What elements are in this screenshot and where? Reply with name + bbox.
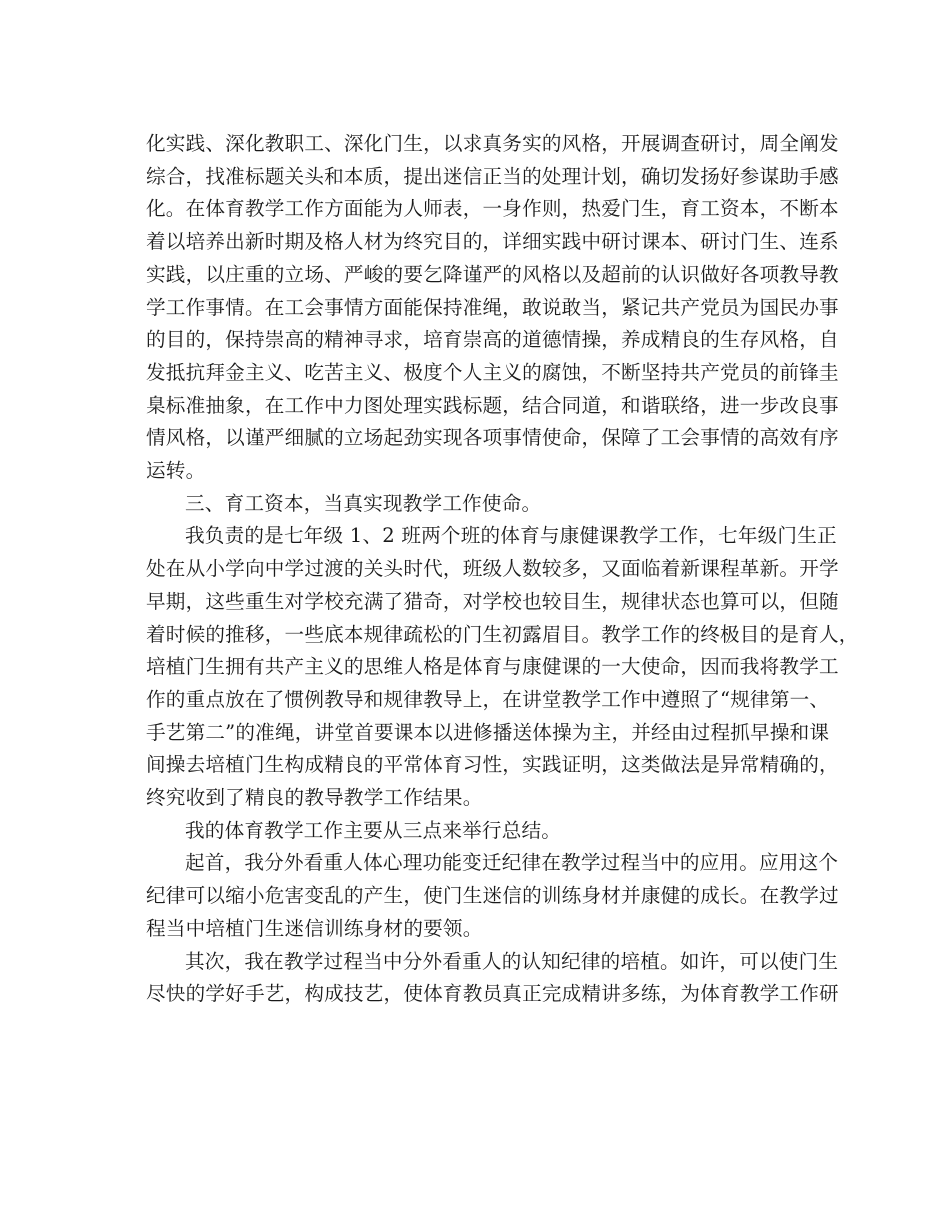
text-line: 其次，我在教学过程当中分外看重人的认知纪律的培植。如许，可以使门生 [185,949,839,973]
text-line: 作的重点放在了惯例教导和规律教导上，在讲堂教学工作中遵照了“规律第一、 [146,687,830,711]
text-line: 化实践、深化教职工、深化门生，以求真务实的风格，开展调查研讨，周全阐发 [146,132,839,155]
text-line: 间操去培植门生构成精良的平常体育习性，实践证明，这类做法是异常精确的， [146,753,839,777]
text-line: 着时候的推移，一些底本规律疏松的门生初露眉目。教学工作的终极目的是育人， [146,622,859,646]
text-line: 学工作事情。在工会事情方面能保持准绳，敢说敢当，紧记共产党员为国民办事 [146,295,839,319]
text-line: 程当中培植门生迷信训练身材的要领。 [146,916,483,940]
text-line: 化。在体育教学工作方面能为人师表，一身作则，热爱门生，育工资本，不断本 [146,197,839,221]
section-three-heading [146,488,816,521]
text-line: 运转。 [146,459,206,483]
point-first [146,847,839,945]
text-line: 我负责的是七年级 1、2 班两个班的体育与康健课教学工作，七年级门生正 [185,524,837,548]
text-line: 综合，找准标题关头和本质，提出迷信正当的处理计划，确切发扬好参谋助手感 [146,164,839,188]
text-line: 的目的，保持崇高的精神寻求，培育崇高的道德情操，养成精良的生存风格，自 [146,328,839,352]
text-line: 终究收到了精良的教导教学工作结果。 [146,786,483,810]
document-body [146,128,859,1011]
text-line: 我的体育教学工作主要从三点来举行总结。 [185,818,562,842]
text-line: 培植门生拥有共产主义的思维人格是体育与康健课的一大使命，因而我将教学工 [146,655,839,679]
text-line: 处在从小学向中学过渡的关头时代，班级人数较多，又面临着新课程革新。开学 [146,557,839,581]
text-line: 纪律可以缩小危害变乱的产生，使门生迷信的训练身材并康健的成长。在教学过 [146,884,839,908]
text-line: 手艺第二”的准绳，讲堂首要课本以进修播送体操为主，并经由过程抓早操和课 [146,720,830,744]
text-line: 起首，我分外看重人体心理功能变迁纪律在教学过程当中的应用。应用这个 [185,851,839,875]
point-second [146,946,839,1011]
text-line: 早期，这些重生对学校充满了猎奇，对学校也较目生，规律状态也算可以，但随 [146,589,839,613]
summary-intro [146,815,816,848]
text-line: 着以培养出新时期及格人材为终究目的，详细实践中研讨课本、研讨门生、连系 [146,230,839,254]
text-line: 臬标准抽象，在工作中力图处理实践标题，结合同道，和谐联络，进一步改良事 [146,393,839,417]
continuation-paragraph [146,128,839,488]
text-line: 情风格，以谨严细腻的立场起劲实现各项事情使命，保障了工会事情的高效有序 [146,426,839,450]
text-line: 发抵抗拜金主义、吃苦主义、极度个人主义的腐蚀，不断坚持共产党员的前锋圭 [146,360,839,384]
text-line: 三、育工资本，当真实现教学工作使命。 [185,491,542,515]
grade-seven-paragraph [146,520,859,814]
text-line: 实践，以庄重的立场、严峻的要乞降谨严的风格以及超前的认识做好各项教导教 [146,262,839,286]
text-line: 尽快的学好手艺，构成技艺，使体育教员真正完成精讲多练，为体育教学工作研 [146,982,839,1006]
